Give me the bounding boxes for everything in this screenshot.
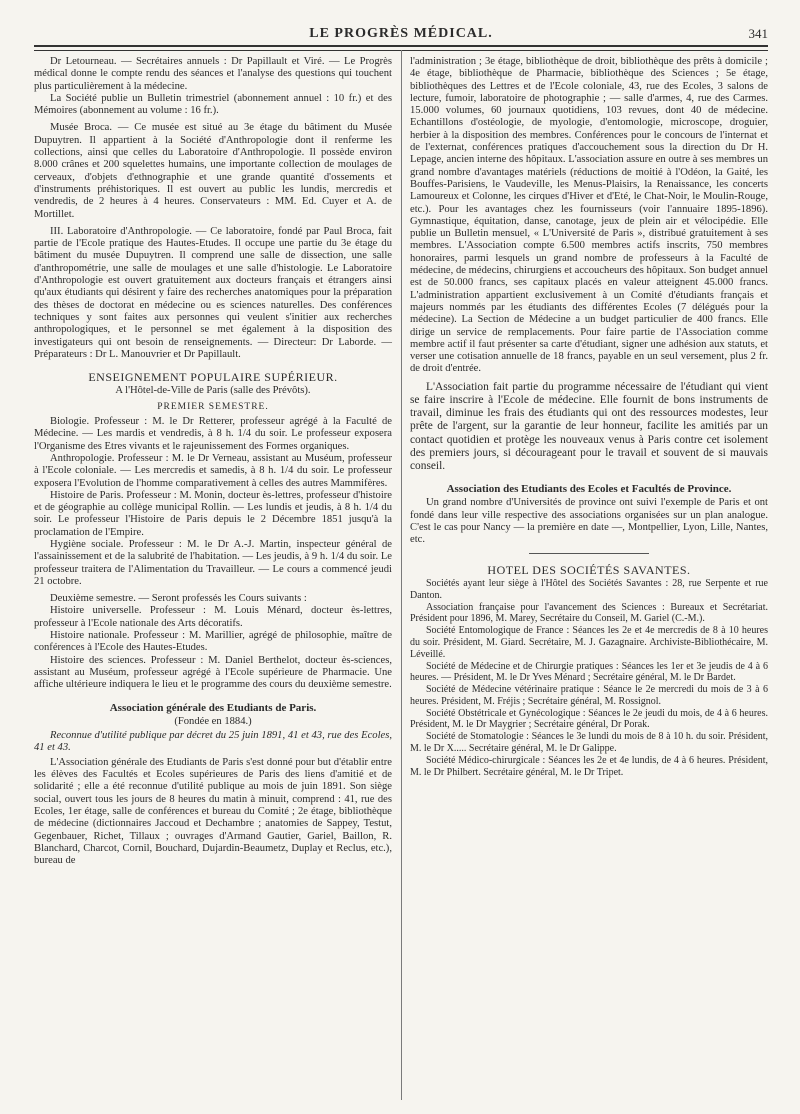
course-entry: Histoire nationale. Professeur : M. Marillier, agrégé de philosophie, maître de conférences à l'Ecole des Hautes-Etudes. xyxy=(34,630,392,654)
society-entry: Sociétés ayant leur siège à l'Hôtel des Sociétés Savantes : 28, rue Serpente et rue Danton. xyxy=(410,577,768,601)
subheading: PREMIER SEMESTRE. xyxy=(157,401,269,412)
ornament-rule xyxy=(529,553,649,554)
section-subtitle: A l'Hôtel-de-Ville de Paris (salle des Prévôts). xyxy=(115,385,311,397)
column-divider xyxy=(401,50,402,1100)
subheading-inline: Deuxième semestre. — Seront professés les Cours suivants : xyxy=(50,593,307,605)
course-entry: Histoire des sciences. Professeur : M. Daniel Berthelot, docteur ès-sciences, assistant au Muséum, professeur agrégé à l'Ecole supérieure de Pharmacie. Une affiche ultérieure indiquera le lieu et le programme des cours du deuxième semestre. xyxy=(34,654,392,691)
course-entry: Histoire universelle. Professeur : M. Louis Ménard, docteur ès-lettres, professeur à l'Ecole nationale des Arts décoratifs. xyxy=(34,605,392,629)
course-entry: Histoire de Paris. Professeur : M. Monin, docteur ès-lettres, professeur d'histoire et de géographie au collège municipal Rollin. — Les lundis et jeudis, à 8 h. 1/4 du soir. Le professeur l'Histoire de Paris depuis le 2 Décembre 1851 jusqu'à la proclamation de l'Empire. xyxy=(34,489,392,538)
course-entry: Hygiène sociale. Professeur : M. le Dr A.-J. Martin, inspecteur général de l'assainissement et de la salubrité de l'habitation. — Les jeudis, à 9 h. 1/4 du soir. Le professeur traitera de l'Alimentation du Travailleur. — Le cours a commencé jeudi 21 octobre. xyxy=(34,538,392,587)
paragraph: Musée Broca. — Ce musée est situé au 3e étage du bâtiment du Musée Dupuytren. Il appartient à la Société d'Anthropologie dont il renferme les collections, ainsi que celles du Laboratoire d'Anthropologie. Il possède environ 8.000 crânes et 200 squelettes humains, une importante collection de moulages de cerveaux, d'objets d'ethnographie et une grande quantité d'ossements et d'instruments préhistoriques. Il est ouvert au public les lundis, mercredis et vendredis, de 2 heures à 4 heures. Conservateurs : MM. Ed. Cuyer et A. de Mortillet. xyxy=(34,122,392,220)
society-entry: Société de Stomatologie : Séances le 3e lundi du mois de 8 à 10 h. du soir. Président, M. le Dr X..... Secrétaire général, M. le Dr Galippe. xyxy=(410,731,768,755)
left-column xyxy=(34,56,392,867)
paragraph: L'Association fait partie du programme nécessaire de l'étudiant qui vient se faire inscrire à l'Ecole de médecine. Elle fournit de bons instruments de travail, diminue les frais des étudiants qui ont des ressources modestes, leur prête de l'argent, sur la garantie de leur honneur, facilite les amitiés par un contact quotidien et protège les nouveaux venus à Paris contre cet isolement des premiers jours, si décourageant pour le travail et souvent de si mauvais conseil. xyxy=(410,380,768,472)
right-column xyxy=(410,56,768,778)
association-subtitle: (Fondée en 1884.) xyxy=(174,715,252,727)
society-entry: Société Médico-chirurgicale : Séances les 2e et 4e lundis, de 4 à 6 heures. Président, M. le Dr Philbert. Secrétaire général, M. le Dr Tripet. xyxy=(410,754,768,778)
section-title: HOTEL DES SOCIÉTÉS SAVANTES. xyxy=(487,562,691,577)
paragraph: l'administration ; 3e étage, bibliothèque de droit, bibliothèque des prêts à domicile ; 4e étage, bibliothèque de Pharmacie, bibliothèque des Sciences ; 5e étage, bibliothèques des Lettres et de l'Ecole coloniale, 43, rue des Ecoles, 3 salons de lecture, fumoir, laboratoire de photographie ; — salle d'armes, 4, rue des Carmes. 15.000 volumes, 60 journaux quotidiens, 103 revues, dont 40 de médecine. Echantillons d'ostéologie, de myologie, d'entomologie, microscope, droguier, herbier à la disposition des membres. Conférences pour le concours de l'internat et de l'externat, conférences pratiques d'accouchement sous la direction du Dr H. Lepage, ancien interne des hôpitaux. L'association assure en outre à ses membres un grand nombre d'avantages matériels (réductions de moitié à l'Odéon, la Gaité, les Bouffes-Parisiens, le Vaudeville, les Menus-Plaisirs, la Renaissance, les concerts Lamoureux et Colonne, les cirques d'Hiver et d'Eté, le Chat-Noir, le Moulin-Rouge, etc.). Pour les avantages chez les fournisseurs (voir l'annuaire 1895-1896). Gymnastique, équitation, danse, canotage, jeux de plein air et vélocipédie. Elle publie un Bulletin mensuel, « L'Université de Paris », distribué gratuitement à ses membres. L'Association compte 6.500 membres actifs inscrits, 750 membres honoraires, parmi lesquels un grand nombre de professeurs à la Faculté de médecine, de médecins, chirurgiens et accoucheurs des hôpitaux. Son budget annuel est de 50.000 francs, ses capitaux placés en valeur atteignent 45.000 francs. L'administration appartient exclusivement à un Comité d'étudiants français et majeurs nommés par les étudiants des différentes Ecoles (7 délégués pour la médecine). La Section de Médecine a un budget particulier de 400 francs. Elle dirige un service de remplacements. Pour faire partie de l'Association comme membre actif il faut présenter sa carte d'étudiant, signer une adhésion aux statuts, et verser une cotisation annuelle de 18 francs, payable en un seul versement, plus 2 fr. de droit d'entrée. xyxy=(410,56,768,375)
journal-title: LE PROGRÈS MÉDICAL. xyxy=(309,26,493,41)
association-recognition: Reconnue d'utilité publique par décret du 25 juin 1891, 41 et 43, rue des Ecoles, 41 et 43. xyxy=(34,730,392,754)
course-entry: Anthropologie. Professeur : M. le Dr Verneau, assistant au Muséum, professeur à l'Ecole coloniale. — Les mercredis et samedis, à 8 h. 1/4 du soir. Le professeur exposera l'Evolution de l'homme comparativement à celles des autres Mammifères. xyxy=(34,452,392,489)
paragraph: L'Association générale des Etudiants de Paris s'est donné pour but d'établir entre les élèves des Facultés et Ecoles supérieures de Paris des liens d'amitié et de solidarité ; elle a été reconnue d'utilité publique au mois de juin 1891. Son siège social, ouvert tous les jours de 8 heures du matin à minuit, comprend : 41, rue des Ecoles, 1er étage, salle de conférences et bureau du Comité ; 2e étage, bibliothèque de médecine (dictionnaires Jaccoud et Dechambre ; anatomies de Sappey, Testut, Gegenbauer, Richet, Tillaux ; ouvrages d'Armand Gautier, Gariel, Baillon, R. Blanchard, Charcot, Cornil, Bouchard, Dujardin-Beaumetz, Duplay et Reclus, etc.), bureau de xyxy=(34,756,392,867)
society-entry: Société Obstétricale et Gynécologique : Séances le 2e jeudi du mois, de 4 à 6 heures. Président, M. le Dr Maygrier ; Secrétaire général, Dr Porak. xyxy=(410,707,768,731)
association-title: Association générale des Etudiants de Paris. xyxy=(109,701,317,714)
society-entry: Association française pour l'avancement des Sciences : Bureaux et Secrétariat. Président pour 1896, M. Marey, Secrétaire du Conseil, M. Gariel (C.-M.). xyxy=(410,601,768,625)
running-header xyxy=(34,24,768,44)
society-entry: Société Entomologique de France : Séances les 2e et 4e mercredis de 8 à 10 heures du soir. Président, M. Giard. Secrétaire, M. J. Gazagnaire. Archiviste-Bibliothécaire, M. Léveillé. xyxy=(410,625,768,660)
society-entry: Société de Médecine vétérinaire pratique : Séance le 2e mercredi du mois de 3 à 6 heures. Président, M. Fréjis ; Secrétaire général, M. Rossignol. xyxy=(410,684,768,707)
course-entry: Biologie. Professeur : M. le Dr Retterer, professeur agrégé à la Faculté de Médecine. — Les mardis et vendredis, à 8 h. 1/4 du soir. Le professeur exposera l'Organisme des Etres vivants et le rajeunissement des Formes organiques. xyxy=(34,416,392,452)
section-title: ENSEIGNEMENT POPULAIRE SUPÉRIEUR. xyxy=(88,370,338,385)
association-title: Association des Etudiants des Ecoles et Facultés de Province. xyxy=(446,483,732,496)
paragraph: Un grand nombre d'Universités de province ont suivi l'exemple de Paris et ont fondé dans leur ville respective des associations organisées sur un plan analogue. C'est le cas pour Nancy — la première en date —, Montpellier, Lyon, Lille, Nantes, etc. xyxy=(410,497,768,546)
paragraph: La Société publie un Bulletin trimestriel (abonnement annuel : 10 fr.) et des Mémoires (abonnement au volume : 16 fr.). xyxy=(34,92,392,117)
paragraph: III. Laboratoire d'Anthropologie. — Ce laboratoire, fondé par Paul Broca, fait partie de l'Ecole pratique des Hautes-Etudes. Il occupe une partie du 3e étage du bâtiment du musée Dupuytren. Il comprend une salle de dissection, une salle d'anthropométrie, une salle de moulages et une salle d'histologie. Le Laboratoire d'Anthropologie est ouvert gratuitement aux docteurs français et étrangers ainsi qu'aux étudiants qui désirent y faire des recherches anatomiques pour la préparation des thèses de doctorat en médecine ou es sciences naturelles. Des conférences techniques y sont faites aux personnes qui veulent s'initier aux recherches anthropologiques, et le personnel se met également à la disposition des investigateurs qui ont besoin de renseignements. — Directeur: Dr Laborde. — Préparateurs : Dr L. Manouvrier et Dr Papillault. xyxy=(34,225,392,360)
paragraph: Dr Letourneau. — Secrétaires annuels : Dr Papillault et Viré. — Le Progrès médical donne le compte rendu des séances et l'analyse des questions qui touchent plus particulièrement à la médecine. xyxy=(34,56,392,92)
page-number: 341 xyxy=(748,26,768,41)
society-entry: Société de Médecine et de Chirurgie pratiques : Séances les 1er et 3e jeudis de 4 à 6 heures. — Président, M. le Dr Yves Ménard ; Secrétaire général, M. le Dr Bardet. xyxy=(410,660,768,684)
